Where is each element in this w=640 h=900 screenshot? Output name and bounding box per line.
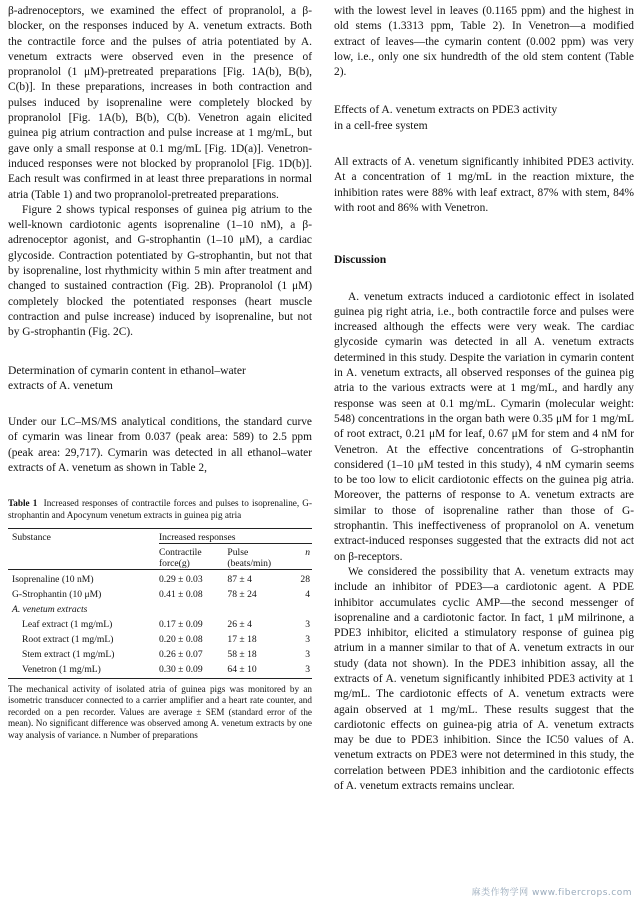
- body-paragraph: β-adrenoceptors, we examined the effect of propranolol, a β-blocker, on the responses induced by A. venetum extracts. Both the contractile force and the pulses of atria potentiated by A. venetum extracts were observed even in the presence of propranolol (1 μM)-pretreated preparations [Fig. 1A(b), B(b), C(b)]. In these preparations, increases in both contraction and pulses induced by isoprenaline were completely blocked by propranolol [Fig. 1A(b), B(b), C(b). Venetron again elicited guinea pig atrium contraction and pulse increase at 1 mg/mL, but gave only a small response at 0.1 mg/mL [Fig. 1D(a)]. Venetron-induced responses were not blocked by propranolol [Fig. 1D(b)]. Each result was confirmed in at least three preparations in normal atria (Table 1) and two propranolol-pretreated preparations.: [8, 5, 312, 201]
- body-paragraph: A. venetum extracts induced a cardiotonic effect in isolated guinea pig right atria, i.e., both contractile force and pulses were increased although the effects were very weak. The cardiac glycoside cymarin was detected in all A. venetum extracts determined in this study. Despite the variation in cymarin content in A. venetum extracts, all observed responses of the guinea pig atria to the various extracts were at 1 mg/mL, and hardly any response was seen at 0.1 mg/mL. Cymarin (molecular weight: 548) concentrations in the organ bath were 0.35 μM for 1 mg/mL of root extract, 0.21 μM for leaf, 0.67 μM for stem and 4 nM for Venetron. At the effective concentrations of G-strophantin considered (1–10 μM tested in this study), 4 nM cymarin seems to be too low to elicit cardiotonic effects on the guinea pig atria. Moreover, the patterns of response to A. venetum extracts are similar to those of isoprenaline rather than those of G-strophantin. This ineffectiveness of propranolol on A. venetum extract-induced responses suggested that the extracts did not act on β-receptors.: [334, 290, 634, 563]
- body-paragraph: with the lowest level in leaves (0.1165 ppm) and the highest in old stems (1.3313 ppm, Table 2). In Venetron—a modified extract of leaves—the cymarin content (0.002 ppm) was very low, i.e., only one six hundredth of the old stem content (Table 2).: [334, 5, 634, 79]
- table-caption: [8, 498, 312, 521]
- site-watermark: 麻类作物学网 www.fibercrops.com: [471, 888, 632, 898]
- body-paragraph: Figure 2 shows typical responses of guinea pig atrium to the well-known cardiotonic agents isoprenaline (1–10 nM), a β-adrenoceptor agonist, and G-strophantin (1–10 μM), a cardiac glycoside. Contraction potentiated by G-strophantin, but not that by isoprenaline, lost rhythmicity within 5 min after treatment and changed to sustained contraction (Fig. 2B). Propranolol (1 μM) completely blocked the potentiated responses (heart muscle contraction and pulse increase) induced by isoprenaline, but not by G-strophantin (Fig. 2C).: [8, 203, 312, 339]
- column-group-header: Increased responses: [159, 528, 312, 543]
- table-row: Leaf extract (1 mg/mL) 0.17 ± 0.09 26 ± 4 3: [22, 618, 310, 630]
- column-header-pulse: Pulse (beats/min): [227, 546, 272, 569]
- column-header-force: Contractile force(g): [158, 546, 202, 569]
- table-row: G-Strophantin (10 μM) 0.41 ± 0.08 78 ± 24 4: [12, 588, 310, 600]
- column-header-n: n: [305, 546, 310, 558]
- table-footnote: The mechanical activity of isolated atria of guinea pigs was monitored by an isometric transducer connected to a carrier amplifier and a heart rate counter, and recorded on a pen recorder. Values are average ± SEM (standard error of the mean). No significant difference was observed among A. venetum extracts by one way analysis of variance. n Number of preparations: [8, 683, 312, 740]
- table-row: Root extract (1 mg/mL) 0.20 ± 0.08 17 ± 18 3: [22, 633, 310, 645]
- section-heading-line: in a cell-free system: [334, 118, 428, 132]
- section-heading-line: extracts of A. venetum: [8, 378, 113, 392]
- left-column: [8, 4, 312, 741]
- table-row: Venetron (1 mg/mL) 0.30 ± 0.09 64 ± 10 3: [22, 663, 310, 675]
- section-heading-line: Determination of cymarin content in ethanol–water: [8, 363, 246, 377]
- column-header-substance: Substance: [12, 531, 51, 543]
- right-column: [334, 4, 634, 794]
- results-table: [8, 528, 312, 680]
- body-paragraph: All extracts of A. venetum significantly inhibited PDE3 activity. At a concentration of 1 mg/mL in the reaction mixture, the inhibition rates were 88% with leaf extract, 87% with stem, 84% with root and 86% with Venetron.: [334, 156, 634, 214]
- section-heading-line: Effects of A. venetum extracts on PDE3 activity: [334, 103, 558, 117]
- table-caption-label: Table 1: [8, 498, 38, 509]
- table-row: Isoprenaline (10 nM) 0.29 ± 0.03 87 ± 4 28: [12, 573, 310, 585]
- section-heading-discussion: Discussion: [334, 253, 387, 267]
- table-row: A. venetum extracts: [12, 603, 88, 615]
- table-caption-text: Increased responses of contractile forces and pulses to isoprenaline, G-strophantin and Apocynum venetum extracts in guinea pig atria: [8, 498, 313, 520]
- body-paragraph: We considered the possibility that A. venetum extracts may include an inhibitor of PDE3—a cardiotonic agent. A PDE inhibitor accumulates cyclic AMP—the second messenger of isoprenaline and a cardiotonic factor. In fact, 1 μM milrinone, a PDE3 inhibitor, elicited a stimulatory response of guinea pig atrium in a manner similar to that of A. venetum extracts in our study (data not shown). In the PDE3 inhibition assay, all the extracts of A. venetum significantly inhibited PDE3 activity at 1 mg/mL. The cardiotonic effects of A. venetum extracts were again observed at 1 mg/mL. These results suggest that the cardiotonic effects on guinea-pig atria of A. venetum extracts may be due to PDE3 inhibition. Since the IC50 values of A. venetum extracts on PDE3 were not determined in this study, the correlation between PDE3 inhibition and the cardiotonic effects of A. venetum extracts remains unclear.: [334, 565, 634, 793]
- table-1: [8, 498, 312, 741]
- table-row: Stem extract (1 mg/mL) 0.26 ± 0.07 58 ± 18 3: [22, 648, 310, 660]
- body-paragraph: Under our LC–MS/MS analytical conditions, the standard curve of cymarin was linear from 0.037 (peak area: 589) to 2.5 ppm (peak area: 29,717). Cymarin was detected in all ethanol–water extracts of A. venetum as shown in Table 2,: [8, 416, 312, 475]
